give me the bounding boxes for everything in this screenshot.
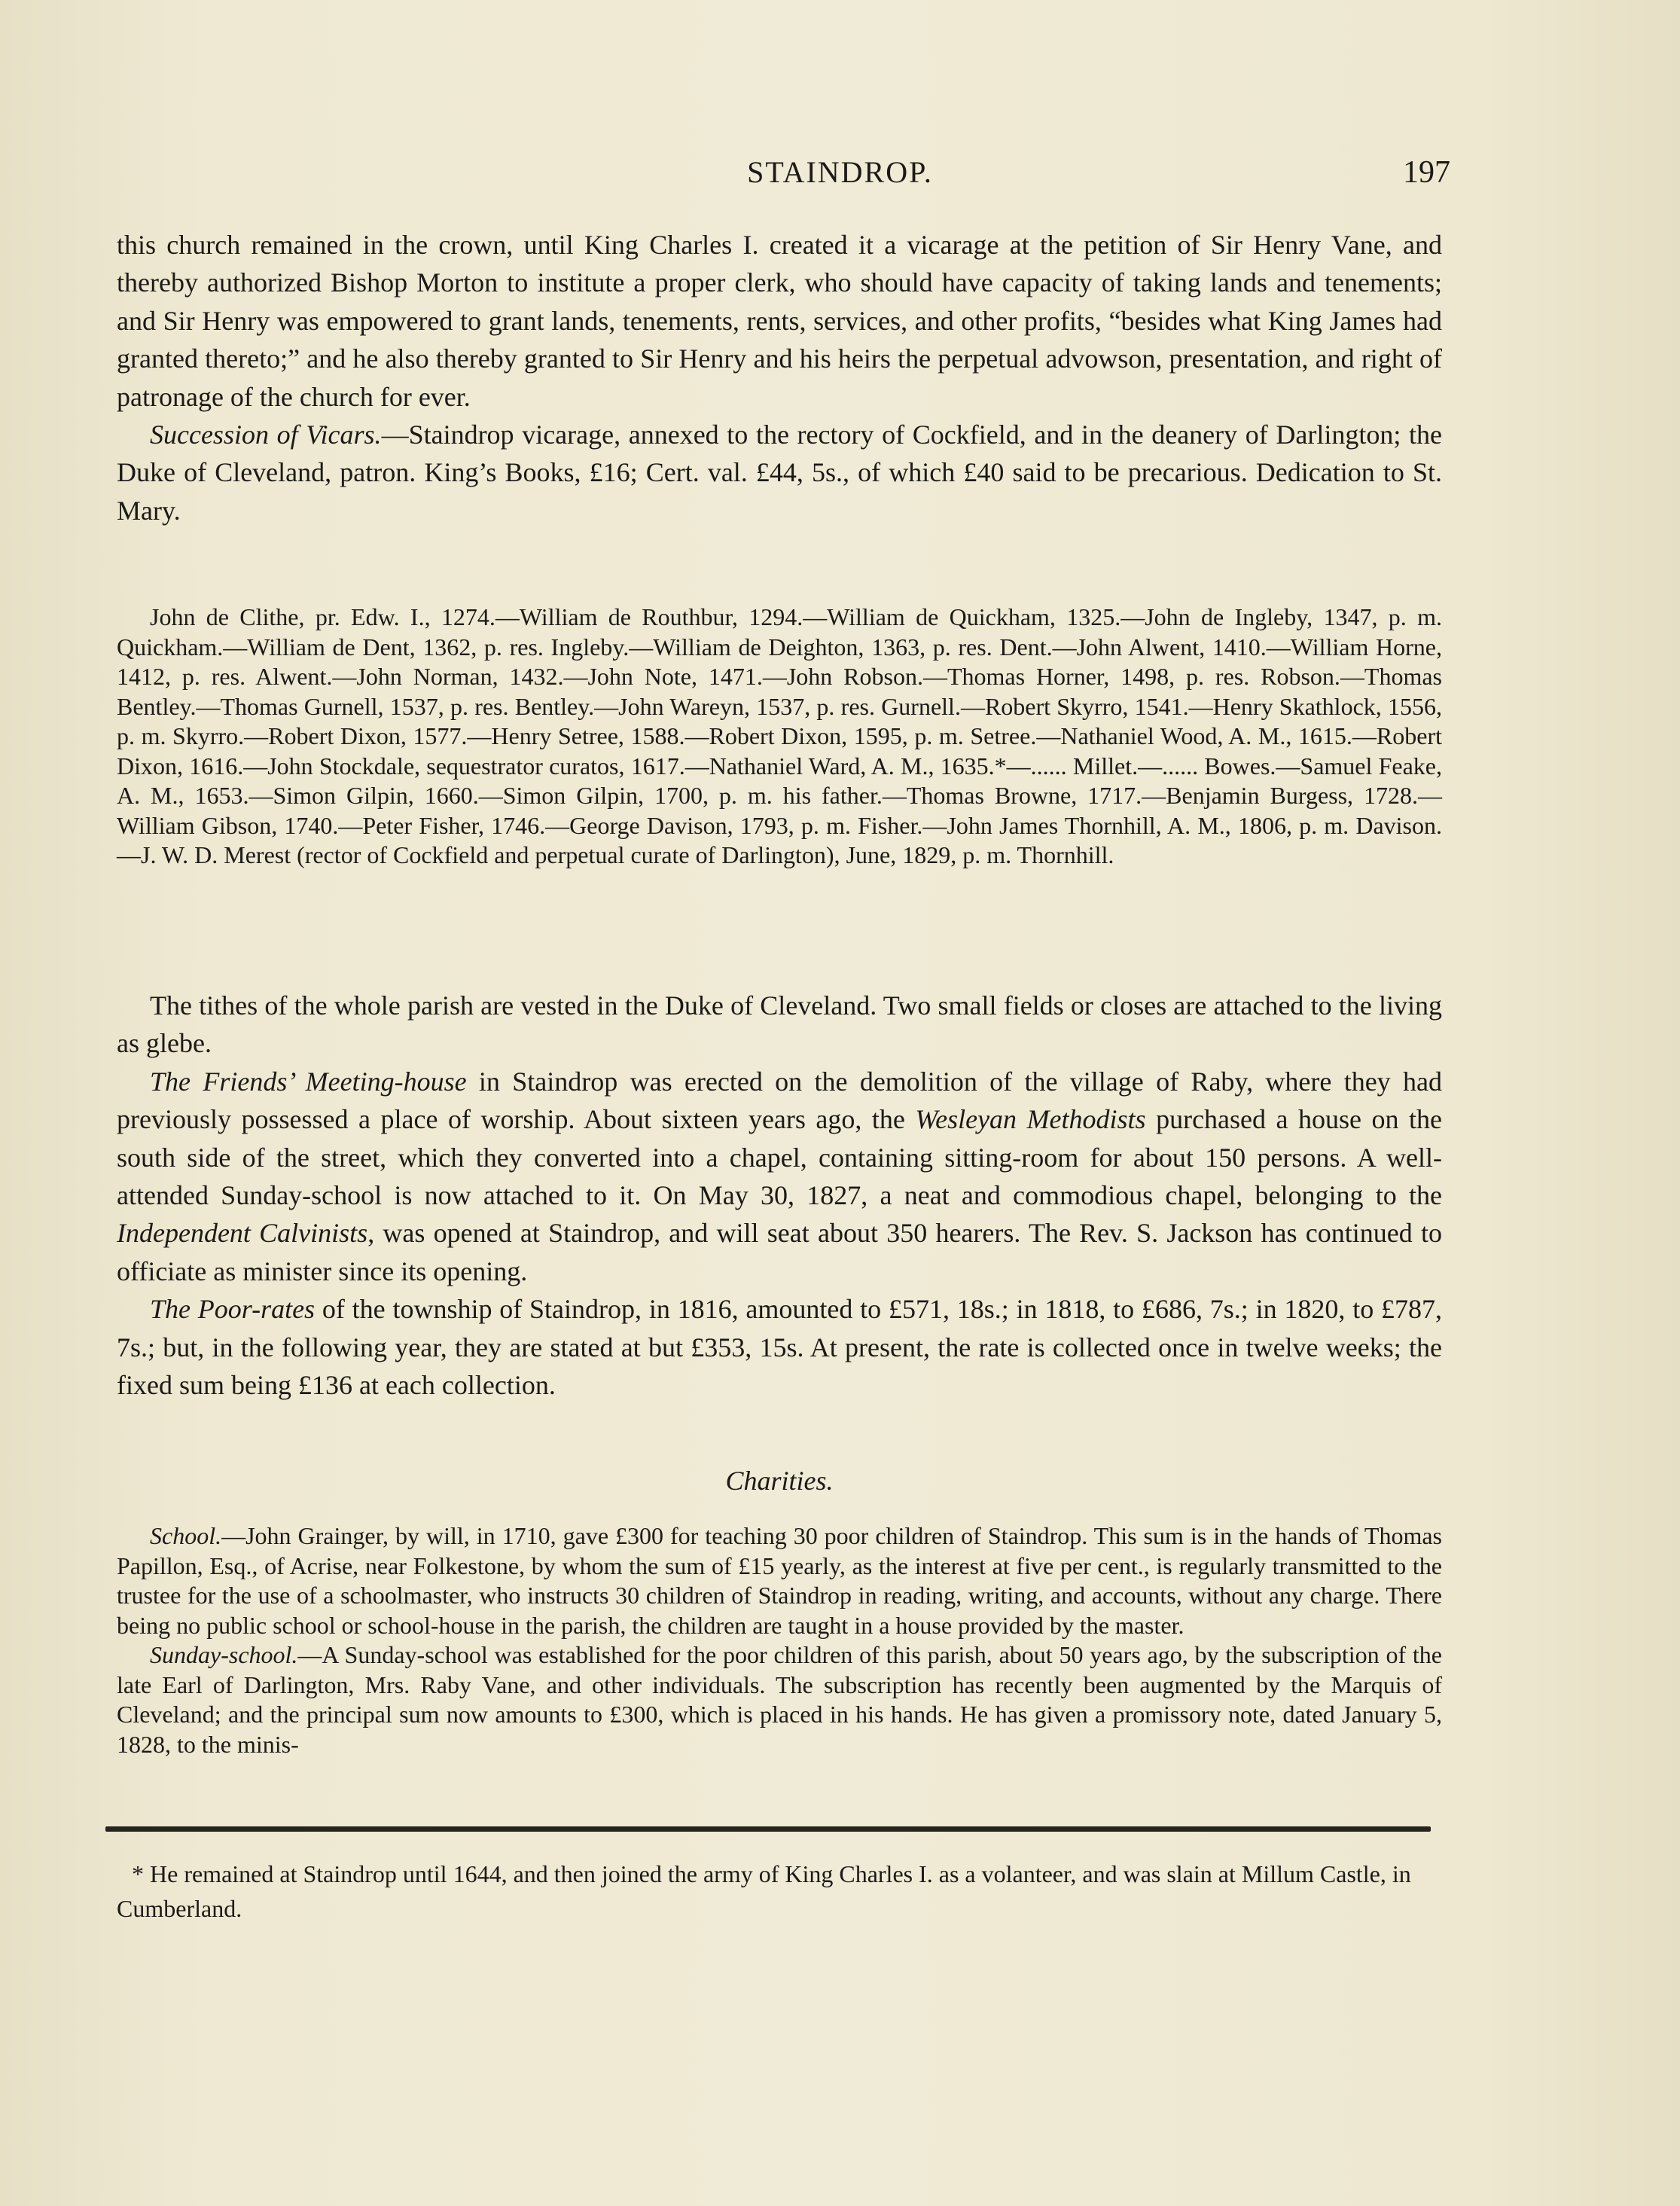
footnote: * He remained at Staindrop until 1644, and then joined the army of King Charles I. as a volanteer, and was slain at Millum Castle, in Cumberland. xyxy=(117,1860,1411,1922)
friends-text-a: in Staindrop was erected on the demolition of the village of Raby, where they had previously possessed a place of worship. About sixteen years ago, the xyxy=(117,1066,1442,1135)
independent-calvinists: Independent Calvinists xyxy=(117,1218,368,1249)
friends-meeting-house-heading: The Friends’ Meeting-house xyxy=(150,1066,467,1097)
vicars-list-block xyxy=(117,603,1442,871)
paragraph-school xyxy=(117,1521,1442,1640)
succession-of-vicars-text: —Staindrop vicarage, annexed to the rectory of Cockfield, and in the deanery of Darlington; the Duke of Cleveland, patron. King’s Books, £16; Cert. val. £44, 5s., of which £40 said to be precarious. Dedication to St. Mary. xyxy=(117,420,1443,526)
paragraph-sunday-school xyxy=(117,1640,1442,1759)
school-heading: School. xyxy=(150,1522,222,1549)
running-head xyxy=(0,154,1680,200)
body-upper xyxy=(117,226,1442,529)
friends-text-b: purchased a house on the south side of the street, which they converted into a chapel, containing sitting-room for about 150 persons. A well-attended Sunday-school is now attached to it. On May 30, 1827, a neat and commodious chapel, belonging to the xyxy=(117,1104,1443,1211)
body-middle xyxy=(117,987,1442,1404)
paragraph-church-crown: this church remained in the crown, until King Charles I. created it a vicarage at the petition of Sir Henry Vane, and thereby authorized Bishop Morton to institute a proper clerk, who should have capacity of taking lands and tenements; and Sir Henry was empowered to grant lands, tenements, rents, services, and other profits, “besides what King James had granted thereto;” and he also thereby granted to Sir Henry and his heirs the perpetual advowson, presentation, and right of patronage of the church for ever. xyxy=(117,230,1442,412)
school-text: —John Grainger, by will, in 1710, gave £300 for teaching 30 poor children of Staindrop. This sum is in the hands of Thomas Papillon, Esq., of Acrise, near Folkestone, by whom the sum of £15 yearly, as the interest at five per cent., is regularly transmitted to the trustee for the use of a schoolmaster, who instructs 30 children of Staindrop in reading, writing, and accounts, without any charge. There being no public school or school-house in the parish, the children are taught in a house provided by the master. xyxy=(117,1522,1442,1639)
charities-block xyxy=(117,1521,1442,1759)
poor-rates-heading: The Poor-rates xyxy=(150,1294,316,1325)
sunday-school-heading: Sunday-school. xyxy=(150,1641,298,1668)
sunday-school-text: —A Sunday-school was established for the poor children of this parish, about 50 years ago, by the subscription of the late Earl of Darlington, Mrs. Raby Vane, and other individuals. The subscription has recently been augmented by the Marquis of Cleveland; and the principal sum now amounts to £300, which is placed in his hands. He has given a promissory note, dated January 5, 1828, to the minis- xyxy=(117,1641,1442,1758)
poor-rates-text: of the township of Staindrop, in 1816, amounted to £571, 18s.; in 1818, to £686, 7s.; in 1820, to £787, 7s.; but, in the following year, they are stated at but £353, 15s. At present, the rate is collected once in twelve weeks; the fixed sum being £136 at each collection. xyxy=(117,1294,1442,1401)
charities-heading-block xyxy=(117,1465,1442,1497)
paragraph-friends-meeting-house xyxy=(117,1063,1442,1290)
paragraph-tithes: The tithes of the whole parish are vested in the Duke of Cleveland. Two small fields or closes are attached to the living as glebe. xyxy=(117,990,1442,1059)
running-title: STAINDROP. xyxy=(747,155,933,189)
footnote-block xyxy=(117,1857,1442,1926)
page-number: 197 xyxy=(1403,155,1450,190)
paragraph-poor-rates xyxy=(117,1290,1442,1404)
charities-heading: Charities. xyxy=(725,1466,834,1496)
paragraph-succession-of-vicars xyxy=(117,416,1442,529)
vicars-list: John de Clithe, pr. Edw. I., 1274.—William de Routhbur, 1294.—William de Quickham, 1325.—John de Ingleby, 1347, p. m. Quickham.—William de Dent, 1362, p. res. Ingleby.—William de Deighton, 1363, p. res. Dent.—John Alwent, 1410.—William Horne, 1412, p. res. Alwent.—John Norman, 1432.—John Note, 1471.—John Robson.—Thomas Horner, 1498, p. res. Robson.—Thomas Bentley.—Thomas Gurnell, 1537, p. res. Bentley.—John Wareyn, 1537, p. res. Gurnell.—Robert Skyrro, 1541.—Henry Skathlock, 1556, p. m. Skyrro.—Robert Dixon, 1577.—Henry Setree, 1588.—Robert Dixon, 1595, p. m. Setree.—Nathaniel Wood, A. M., 1615.—Robert Dixon, 1616.—John Stockdale, sequestrator curatos, 1617.—Nathaniel Ward, A. M., 1635.*—...... Millet.—...... Bowes.—Samuel Feake, A. M., 1653.—Simon Gilpin, 1660.—Simon Gilpin, 1700, p. m. his father.—Thomas Browne, 1717.—Benjamin Burgess, 1728.—William Gibson, 1740.—Peter Fisher, 1746.—George Davison, 1793, p. m. Fisher.—John James Thornhill, A. M., 1806, p. m. Davison.—J. W. D. Merest (rector of Cockfield and perpetual curate of Darlington), June, 1829, p. m. Thornhill. xyxy=(117,603,1442,868)
friends-text-c: , was opened at Staindrop, and will seat about 350 hearers. The Rev. S. Jackson has continued to officiate as minister since its opening. xyxy=(117,1218,1442,1286)
footnote-rule xyxy=(105,1826,1431,1832)
wesleyan-methodists: Wesleyan Methodists xyxy=(915,1104,1146,1135)
succession-of-vicars-heading: Succession of Vicars. xyxy=(150,420,382,450)
